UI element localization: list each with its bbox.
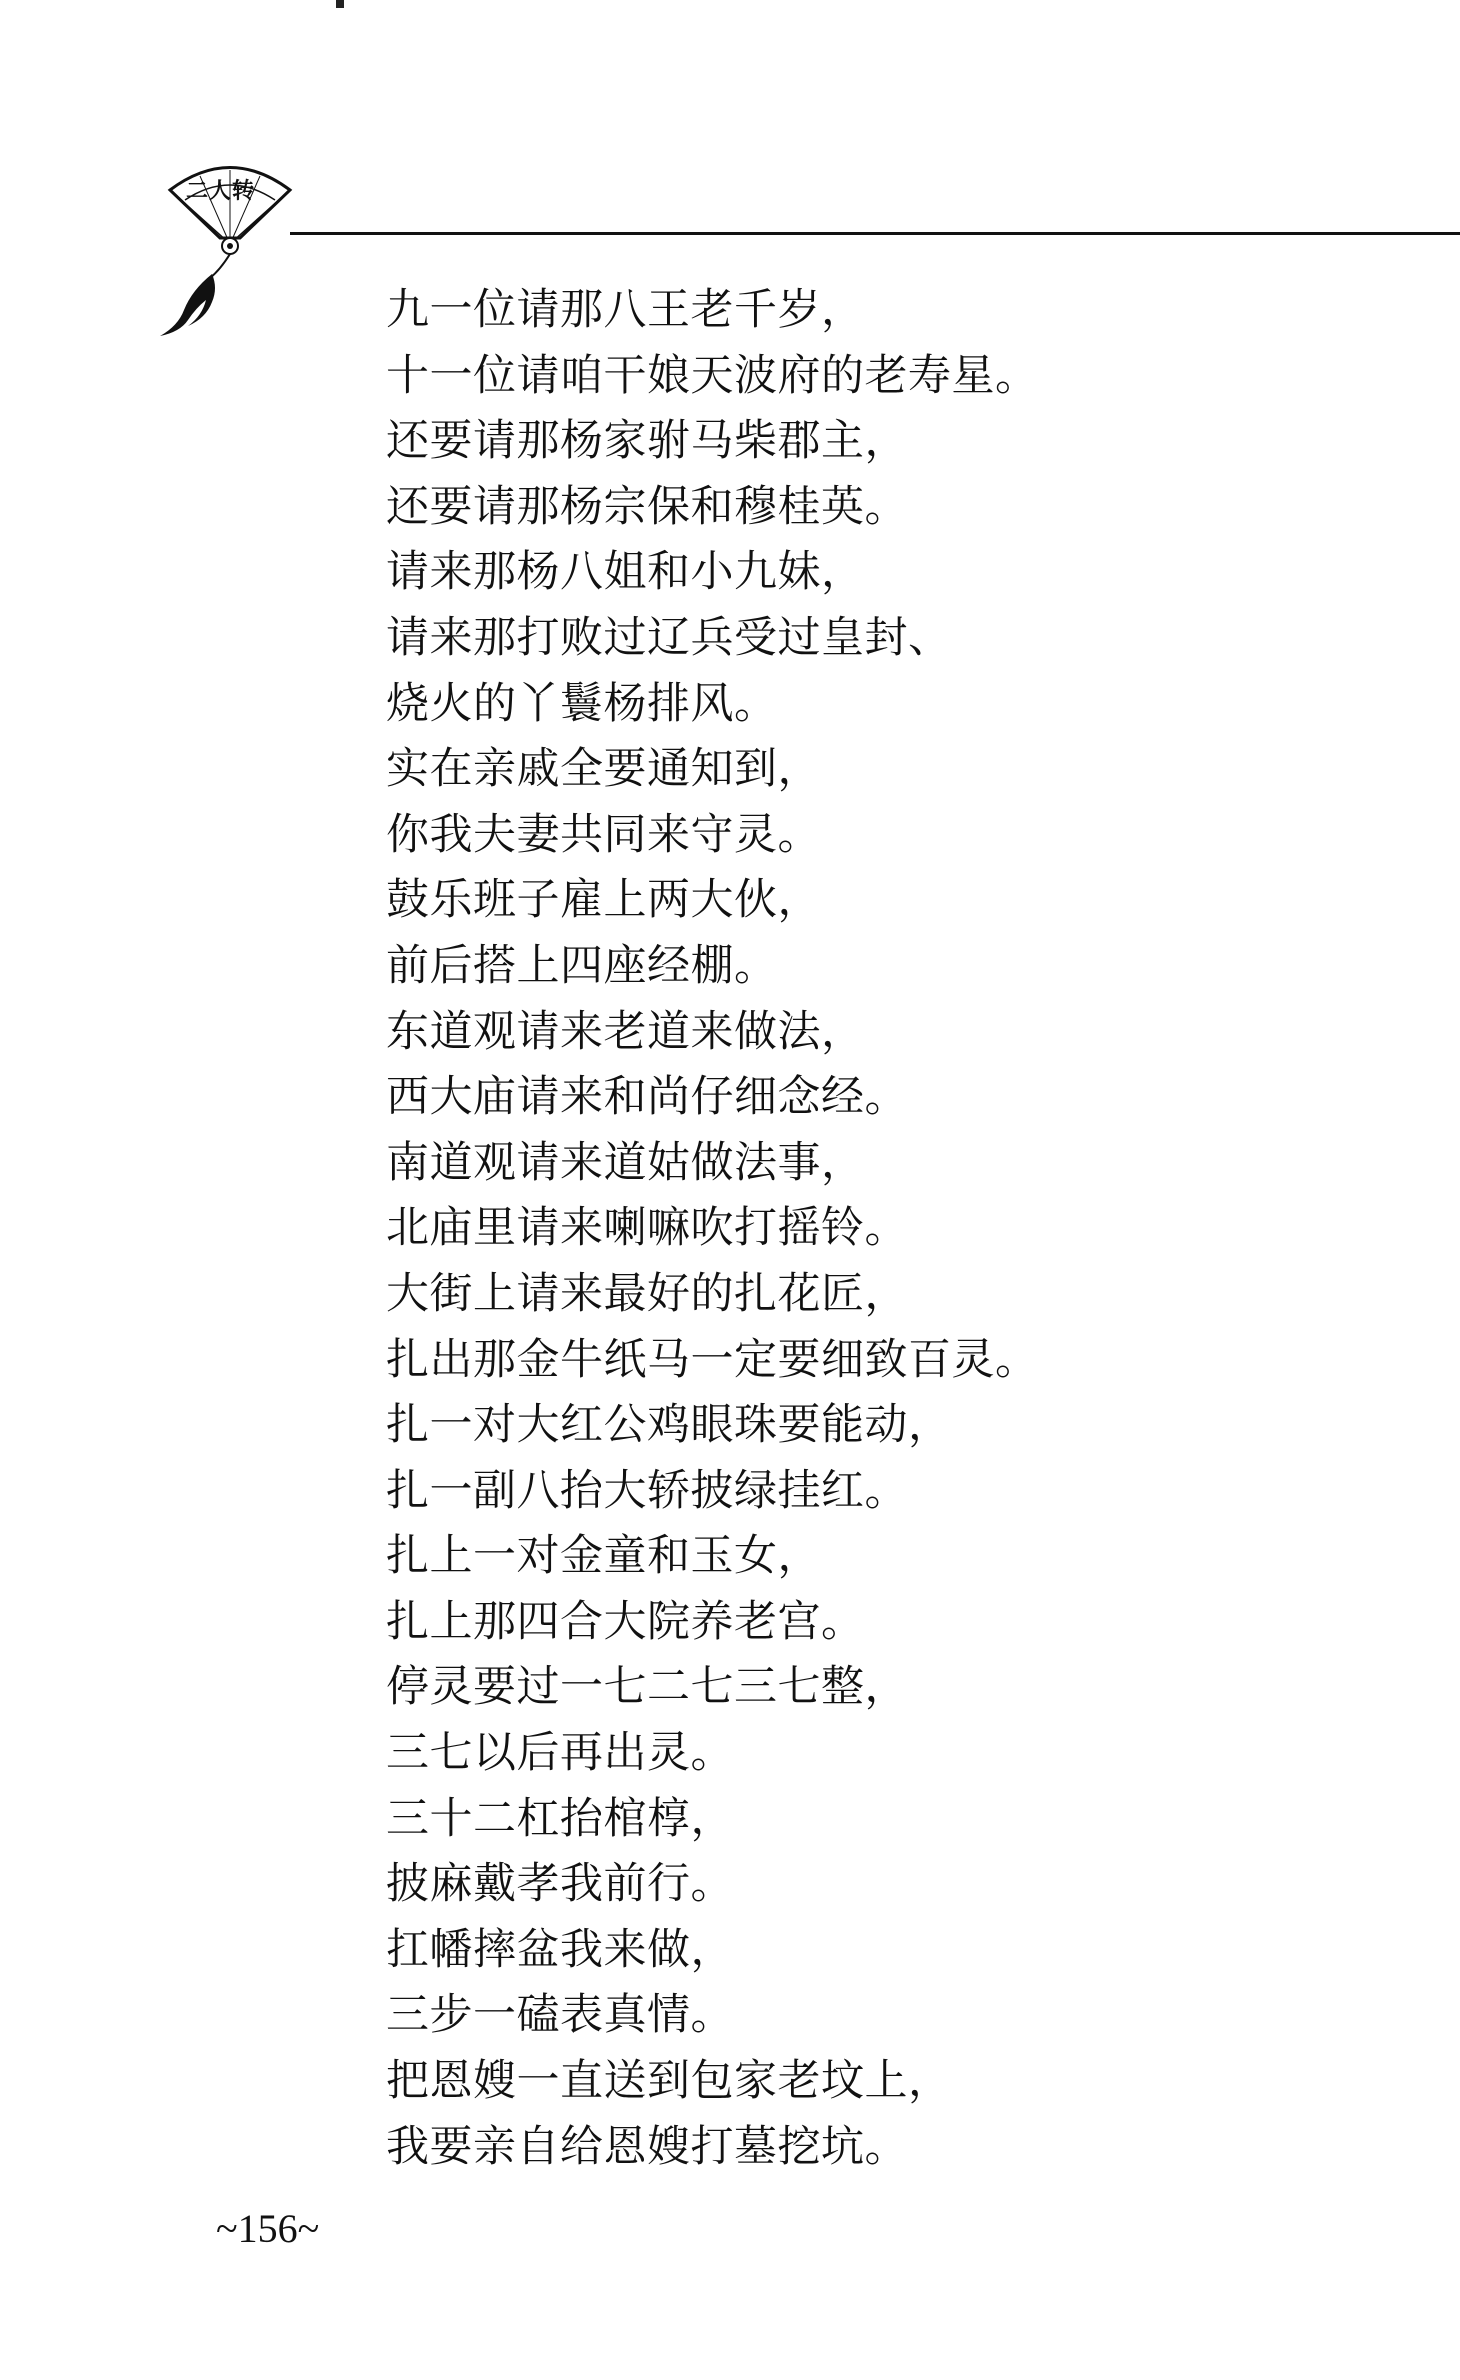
poem-line: 三七以后再出灵。	[386, 1728, 734, 1779]
poem-line: 还要请那杨宗保和穆桂英。	[386, 481, 908, 532]
poem-line: 披麻戴孝我前行。	[386, 1859, 734, 1910]
poem-line: 十一位请咱干娘天波府的老寿星。	[386, 350, 1039, 401]
poem-line: 我要亲自给恩嫂打墓挖坑。	[386, 2121, 908, 2172]
poem-line: 把恩嫂一直送到包家老坟上，	[386, 2056, 952, 2107]
header-rule	[290, 232, 1460, 235]
poem-line: 大街上请来最好的扎花匠，	[386, 1268, 908, 1319]
scan-mark	[336, 0, 344, 8]
poem-line: 烧火的丫鬟杨排风。	[386, 678, 778, 729]
poem-line: 鼓乐班子雇上两大伙，	[386, 875, 821, 926]
poem-line: 北庙里请来喇嘛吹打摇铃。	[386, 1203, 908, 1254]
poem-text	[386, 278, 1386, 2180]
poem-line: 东道观请来老道来做法，	[386, 1006, 865, 1057]
poem-line: 停灵要过一七二七三七整，	[386, 1662, 908, 1713]
poem-line: 扎一副八抬大轿披绿挂红。	[386, 1465, 908, 1516]
poem-line: 扎一对大红公鸡眼珠要能动，	[386, 1400, 952, 1451]
poem-line: 扛幡摔盆我来做，	[386, 1924, 734, 1975]
poem-line: 南道观请来道姑做法事，	[386, 1137, 865, 1188]
series-label: 二人转	[186, 178, 256, 204]
page-number: ~156~	[216, 2206, 320, 2251]
poem-line: 请来那杨八姐和小九妹，	[386, 547, 865, 598]
poem-line: 请来那打败过辽兵受过皇封、	[386, 612, 952, 663]
poem-line: 九一位请那八王老千岁，	[386, 285, 865, 335]
poem-line: 还要请那杨家驸马柴郡主，	[386, 416, 908, 467]
poem-line: 扎出那金牛纸马一定要细致百灵。	[386, 1334, 1039, 1385]
poem-line: 扎上一对金童和玉女，	[386, 1531, 821, 1582]
poem-line: 你我夫妻共同来守灵。	[386, 809, 821, 860]
poem-line: 三步一磕表真情。	[386, 1990, 734, 2041]
poem-line: 前后搭上四座经棚。	[386, 940, 778, 991]
poem-line: 实在亲戚全要通知到，	[386, 744, 821, 795]
poem-line: 西大庙请来和尚仔细念经。	[386, 1072, 908, 1123]
poem-line: 扎上那四合大院养老宫。	[386, 1596, 865, 1647]
poem-line: 三十二杠抬棺椁，	[386, 1793, 734, 1844]
